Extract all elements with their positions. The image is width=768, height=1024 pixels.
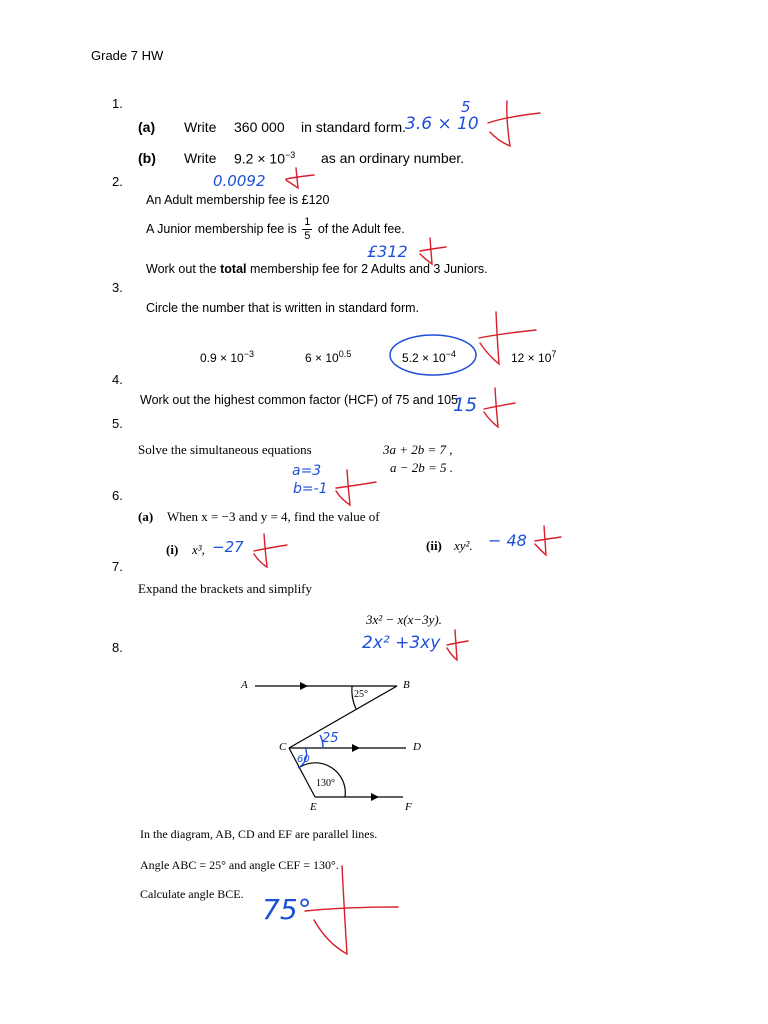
diagram-angle-25: 25° xyxy=(354,689,368,700)
q1-a-handwritten-exponent: 5 xyxy=(461,98,471,116)
question-7-number: 7. xyxy=(112,559,123,574)
q7-prompt: Expand the brackets and simplify xyxy=(138,581,313,596)
q5-handwritten-answer-b: b=-1 xyxy=(293,481,328,497)
q2-handwritten-answer: £312 xyxy=(367,242,408,261)
q2-line3-pre: Work out the xyxy=(146,262,217,276)
q2-line3-post: membership fee for 2 Adults and 3 Juniors. xyxy=(250,262,488,276)
q1-a-label: (a) xyxy=(138,119,156,135)
diagram-label-e: E xyxy=(310,801,317,813)
q6-a-text: When x = −3 and y = 4, find the value of xyxy=(167,509,380,524)
q8-line2: Angle ABC = 25° and angle CEF = 130°. xyxy=(140,858,339,872)
q3-option-4 xyxy=(511,349,556,365)
tick-q7 xyxy=(447,630,457,660)
tick-q1b xyxy=(286,168,298,188)
q6-i-handwritten-answer: −27 xyxy=(212,538,244,556)
arrow-cd xyxy=(352,744,360,752)
q1-b-value-base: 9.2 × 10 xyxy=(234,150,285,167)
tick-q4 xyxy=(484,388,498,427)
q1-b-text: as an ordinary number. xyxy=(321,150,465,166)
tick-q2 xyxy=(420,238,432,264)
tick-q5 xyxy=(336,470,350,505)
q1-b-handwritten-answer: 0.0092 xyxy=(213,172,266,190)
diagram-label-d: D xyxy=(413,741,421,753)
question-8-number: 8. xyxy=(112,640,123,655)
q2-fraction-numerator: 1 xyxy=(304,216,311,228)
q3-option-4-base: 12 × 10 xyxy=(511,351,552,365)
q1-b-value xyxy=(234,150,295,167)
tick-q8 xyxy=(314,866,347,954)
q3-option-1-exponent: −3 xyxy=(243,349,254,359)
q1-b-label: (b) xyxy=(138,150,156,166)
q2-line2-pre: A Junior membership fee is xyxy=(146,221,297,236)
diagram-label-f: F xyxy=(405,801,412,813)
arrow-ef xyxy=(371,793,379,801)
question-5-number: 5. xyxy=(112,416,123,431)
q5-prompt: Solve the simultaneous equations xyxy=(138,442,312,457)
q3-option-2 xyxy=(305,349,351,365)
q6-a-label: (a) xyxy=(138,509,154,524)
q2-line1: An Adult membership fee is £120 xyxy=(146,193,330,207)
tick-q3 xyxy=(480,312,499,364)
q8-handwritten-answer: 75° xyxy=(262,893,312,926)
q1-a-handwritten-answer: 3.6 × 10 xyxy=(405,114,479,134)
q4-prompt: Work out the highest common factor (HCF) of 75 and 105 xyxy=(140,393,458,407)
diagram-label-c: C xyxy=(279,741,287,753)
q1-a-value: 360 000 xyxy=(234,119,285,135)
q3-option-2-exponent: 0.5 xyxy=(338,349,352,359)
diagram-angle-130: 130° xyxy=(316,778,335,789)
q3-prompt: Circle the number that is written in standard form. xyxy=(146,301,420,315)
diagram-label-b: B xyxy=(403,679,410,691)
arrow-ab xyxy=(300,682,308,690)
q5-equation-2: a − 2b = 5 . xyxy=(390,460,454,475)
question-3-number: 3. xyxy=(112,280,123,295)
question-6-number: 6. xyxy=(112,488,123,503)
q6-ii-expression: xy². xyxy=(454,538,473,553)
q7-handwritten-answer: 2x² +3xy xyxy=(362,633,441,653)
tick-q1a xyxy=(490,101,510,146)
q8-line1: In the diagram, AB, CD and EF are parallel lines. xyxy=(140,827,378,841)
tick-q6i xyxy=(254,534,267,567)
q6-i-label: (i) xyxy=(166,542,179,557)
q2-line2-post: of the Adult fee. xyxy=(317,221,405,236)
diagram-handwritten-60: 60 xyxy=(297,754,310,765)
q3-option-2-base: 6 × 10 xyxy=(305,351,339,365)
q8-line3: Calculate angle BCE. xyxy=(140,887,244,901)
q2-fraction-denominator: 5 xyxy=(304,230,311,242)
q2-line3-bold: total xyxy=(220,262,247,276)
q6-ii-handwritten-answer: − 48 xyxy=(488,531,527,550)
question-1-number: 1. xyxy=(112,96,123,111)
q3-option-1 xyxy=(200,349,254,365)
q1-a-verb: Write xyxy=(184,119,217,135)
q4-handwritten-answer: 15 xyxy=(453,394,478,416)
q3-option-3-base: 5.2 × 10 xyxy=(402,351,446,365)
question-4-number: 4. xyxy=(112,372,123,387)
q7-expression: 3x² − x(x−3y). xyxy=(366,612,442,627)
q2-line2 xyxy=(146,216,405,243)
q5-equation-1: 3a + 2b = 7 , xyxy=(383,442,453,457)
q5-handwritten-answer-a: a=3 xyxy=(292,463,322,479)
q2-line3 xyxy=(146,262,488,276)
q6-ii-label: (ii) xyxy=(426,538,442,553)
tick-q6ii xyxy=(535,526,546,555)
q3-option-3 xyxy=(402,349,456,365)
page-title: Grade 7 HW xyxy=(91,48,164,63)
q3-option-1-base: 0.9 × 10 xyxy=(200,351,244,365)
q3-option-3-exponent: −4 xyxy=(445,349,456,359)
q3-option-4-exponent: 7 xyxy=(551,349,557,359)
line-bc xyxy=(289,686,397,748)
diagram-label-a: A xyxy=(241,679,248,691)
q1-b-verb: Write xyxy=(184,150,217,166)
q6-i-expression: x³, xyxy=(192,542,205,557)
diagram-handwritten-25: 25 xyxy=(322,731,339,746)
question-2-number: 2. xyxy=(112,174,123,189)
q2-fraction xyxy=(302,216,312,243)
q1-a-text: in standard form. xyxy=(301,119,407,135)
q1-b-exponent: −3 xyxy=(285,150,296,160)
